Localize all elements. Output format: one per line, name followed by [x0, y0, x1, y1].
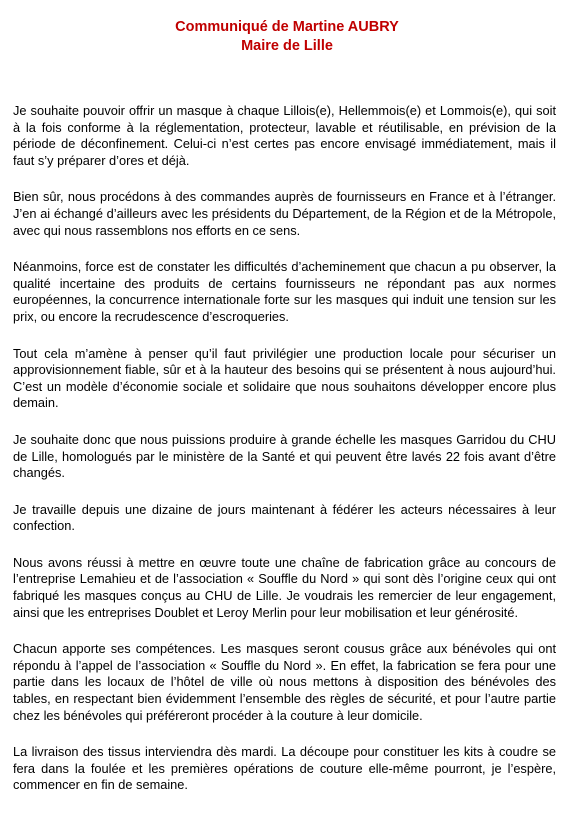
paragraph-7: Nous avons réussi à mettre en œuvre toute une chaîne de fabrication grâce au concours de l’entreprise Lemahieu et de l’association « Souffle du Nord » qui sont dès l’origine ceux qui ont fabriqué les masques conçus au CHU de Lille. Je voudrais les remercier de leur engagement, ainsi que les entreprises Doublet et Leroy Merlin pour leur mobilisation et leur générosité.: [13, 554, 556, 620]
paragraph-5: Je souhaite donc que nous puissions produire à grande échelle les masques Garridou du CHU de Lille, homologués par le ministère de la Santé et qui peuvent être lavés 22 fois avant d’être changés.: [13, 431, 556, 481]
paragraph-3: Néanmoins, force est de constater les difficultés d’acheminement que chacun a pu observer, la qualité incertaine des produits de certains fournisseurs ne répondant pas aux normes européennes, la concurrence internationale forte sur les masques qui induit une tension sur les prix, ou encore la recrudescence d’escroqueries.: [13, 259, 556, 324]
document-header: [0, 18, 574, 56]
document-body: [13, 103, 556, 814]
paragraph-1: Je souhaite pouvoir offrir un masque à chaque Lillois(e), Hellemmois(e) et Lommois(e), qui soit à la fois conforme à la réglementation, protecteur, lavable et réutilisable, en prévision de la période de déconfinement. Celui-ci n’est certes pas encore envisagé immédiatement, mais il faut s’y préparer d’ores et déjà.: [13, 103, 556, 168]
document-subtitle: Maire de Lille: [241, 38, 333, 54]
paragraph-4: Tout cela m’amène à penser qu’il faut privilégier une production locale pour sécuriser un approvisionnement fiable, sûr et à la hauteur des besoins qui se présentent à nous aujourd’hui. C’est un modèle d’économie sociale et solidaire que nous souhaitons développer encore plus demain.: [13, 345, 556, 411]
paragraph-2: Bien sûr, nous procédons à des commandes auprès de fournisseurs en France et à l’étranger. J’en ai échangé d’ailleurs avec les présidents du Département, de la Région et de la Métropole, avec qui nous rassemblons nos efforts en ce sens.: [13, 189, 556, 238]
paragraph-8: Chacun apporte ses compétences. Les masques seront cousus grâce aux bénévoles qui ont répondu à l’appel de l’association « Souffle du Nord ». En effet, la fabrication se fera pour une partie dans les locaux de l’hôtel de ville où nous mettons à disposition des bénévoles des tables, en respectant bien évidemment l’ensemble des règles de sécurité, et pour l’autre partie chez les bénévoles qui préféreront procéder à la couture à leur domicile.: [13, 641, 556, 723]
document-title: Communiqué de Martine AUBRY: [175, 19, 399, 35]
paragraph-6: Je travaille depuis une dizaine de jours maintenant à fédérer les acteurs nécessaires à leur confection.: [13, 501, 556, 534]
paragraph-9: La livraison des tissus interviendra dès mardi. La découpe pour constituer les kits à coudre se fera dans la foulée et les premières opérations de couture elle-même pourront, je l’espère, commencer en fin de semaine.: [13, 744, 556, 793]
